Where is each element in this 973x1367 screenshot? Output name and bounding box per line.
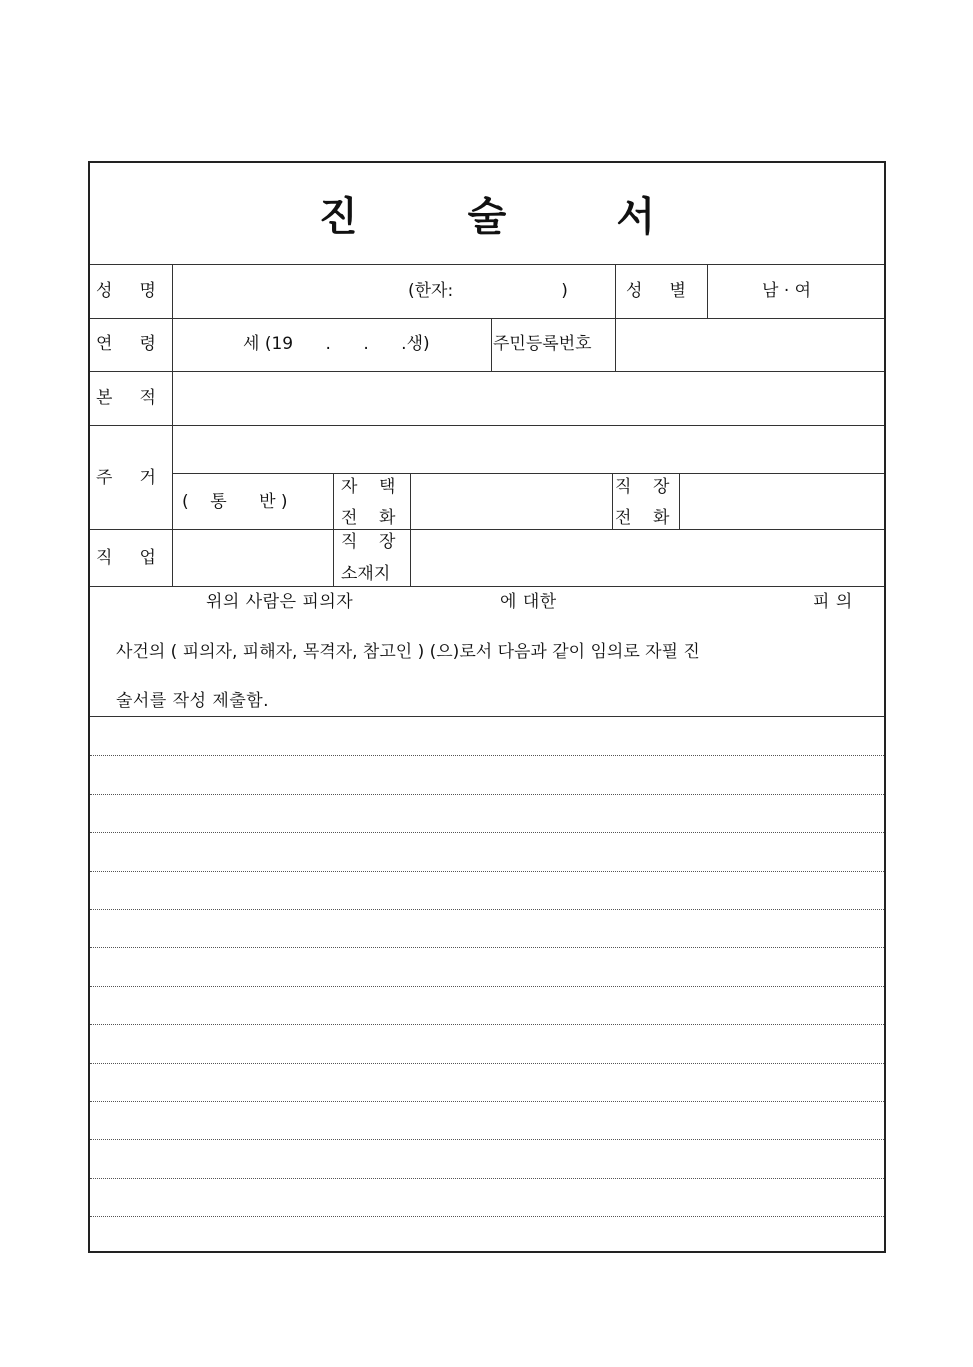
writing-line	[90, 794, 884, 795]
work-phone-label-2: 전 화	[615, 508, 670, 528]
writing-line	[90, 1101, 884, 1102]
age-input[interactable]: 세 (19 . . .생)	[243, 334, 430, 354]
writing-line	[90, 832, 884, 833]
origin-label: 본 적	[96, 388, 156, 408]
resident-number-label: 주민등록번호	[493, 334, 592, 354]
title-char-1: 진	[319, 194, 358, 240]
age-label: 연 령	[96, 334, 156, 354]
statement-line3: 술서를 작성 제출함.	[116, 691, 270, 711]
origin-input[interactable]	[173, 372, 884, 425]
address-label: 주 거	[96, 468, 156, 488]
home-phone-label-1: 자 택	[341, 477, 396, 497]
divider-job	[90, 586, 884, 587]
address-input[interactable]	[173, 426, 884, 473]
writing-line	[90, 755, 884, 756]
job-input[interactable]	[173, 530, 333, 586]
col-work-phone-left	[612, 473, 613, 529]
writing-line	[90, 909, 884, 910]
tongban-field[interactable]: ( 통 반 )	[182, 492, 288, 512]
statement-line1-c: 피 의	[813, 592, 853, 612]
writing-line	[90, 1178, 884, 1179]
hanja-label: (한자: )	[408, 281, 568, 301]
statement-line1-b: 에 대한	[500, 592, 557, 612]
writing-line	[90, 871, 884, 872]
col-resident-left	[491, 318, 492, 371]
col-phone-left	[333, 473, 334, 586]
form-title	[90, 187, 884, 247]
writing-line	[90, 1063, 884, 1064]
writing-line	[90, 1139, 884, 1140]
writing-line	[90, 986, 884, 987]
col-gender-left	[615, 264, 616, 318]
home-phone-label-2: 전 화	[341, 508, 396, 528]
statement-line2: 사건의 ( 피의자, 피해자, 목격자, 참고인 ) (으)로서 다음과 같이 임의로 자필 진	[116, 642, 700, 662]
resident-number-input[interactable]	[616, 319, 884, 371]
writing-line	[90, 1216, 884, 1217]
writing-line	[90, 1024, 884, 1025]
gender-label: 성 별	[626, 281, 686, 301]
job-label: 직 업	[96, 548, 156, 568]
name-label: 성 명	[96, 281, 156, 301]
title-char-2: 술	[467, 194, 507, 240]
work-phone-label-1: 직 장	[615, 477, 670, 497]
col-gender-right	[707, 264, 708, 318]
gender-choice[interactable]: 남 · 여	[762, 281, 812, 301]
title-char-3: 서	[616, 194, 655, 240]
work-address-input[interactable]	[411, 530, 884, 586]
work-address-label-1: 직 장	[341, 532, 396, 552]
writing-line	[90, 947, 884, 948]
statement-line1-a: 위의 사람은 피의자	[206, 592, 354, 612]
statement-form	[88, 161, 886, 1253]
work-address-label-2: 소재지	[341, 564, 391, 584]
home-phone-input[interactable]	[411, 474, 612, 529]
statement-writing-area[interactable]	[90, 717, 884, 1251]
work-phone-input[interactable]	[680, 474, 884, 529]
